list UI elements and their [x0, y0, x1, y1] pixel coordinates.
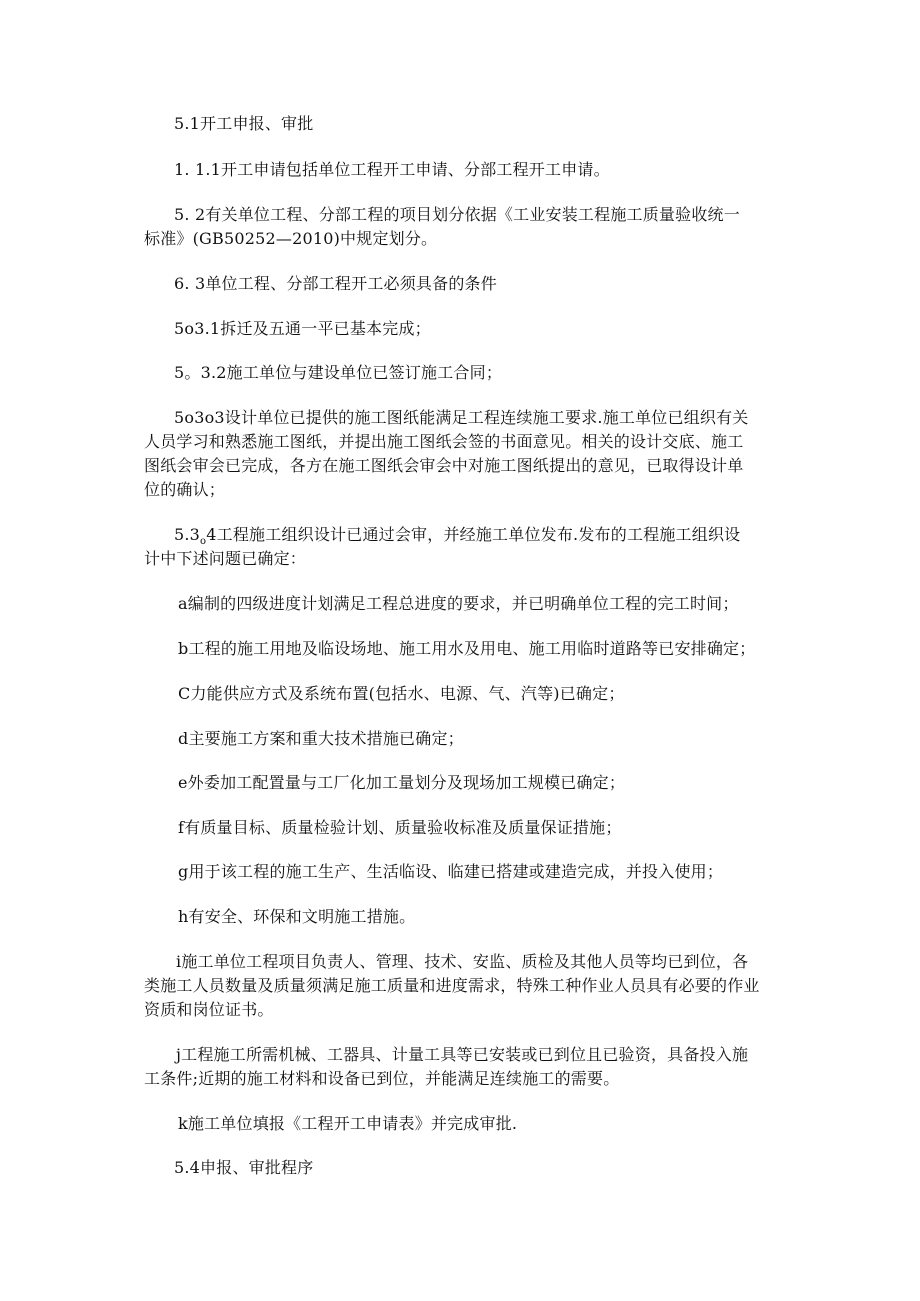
list-item-a: a编制的四级进度计划满足工程总进度的要求，并已明确单位工程的完工时间；: [178, 594, 739, 613]
paragraph-6-3: 6. 3单位工程、分部工程开工必须具备的条件: [174, 274, 497, 293]
list-item-b: b工程的施工用地及临设场地、施工用水及用电、施工用临时道路等已安排确定；: [178, 639, 756, 658]
subscript-mark: o: [200, 536, 207, 548]
paragraph-5-3-1: 5o3.1拆迁及五通一平已基本完成；: [174, 319, 431, 338]
paragraph-line: 工条件;近期的施工材料和设备已到位，并能满足连续施工的需要。: [144, 1069, 620, 1088]
paragraph-line: 资质和岗位证书。: [144, 1000, 274, 1019]
paragraph-line: 类施工人员数量及质量须满足施工质量和进度需求，特殊工种作业人员具有必要的作业: [144, 976, 760, 995]
list-item-e: e外委加工配置量与工厂化加工量划分及现场加工规模已确定；: [178, 773, 626, 792]
paragraph-line: 图纸会审会已完成，各方在施工图纸会审会中对施工图纸提出的意见，已取得设计单: [144, 456, 744, 475]
section-number: 5.3: [174, 525, 201, 544]
paragraph-5-3-2: 5。3.2施工单位与建设单位已签订施工合同；: [174, 363, 503, 382]
list-item-h: h有安全、环保和文明施工措施。: [178, 907, 416, 926]
paragraph-line: 标准》(GB50252—2010)中规定划分。: [144, 229, 438, 248]
paragraph-line: j工程施工所需机械、工器具、计量工具等已安装或已到位且已验资，具备投入施: [176, 1045, 749, 1064]
paragraph-1-1-1: 1. 1.1开工申请包括单位工程开工申请、分部工程开工申请。: [174, 160, 610, 179]
list-item-g: g用于该工程的施工生产、生活临设、临建已搭建或建造完成，并投入使用；: [178, 862, 724, 881]
paragraph-line: 5o3o3设计单位已提供的施工图纸能满足工程连续施工要求.施工单位已组织有关: [174, 408, 749, 427]
paragraph-line: 5. 2有关单位工程、分部工程的项目划分依据《工业安装工程施工质量验收统一: [174, 205, 740, 224]
section-heading-5-1: 5.1开工申报、审批: [174, 114, 314, 133]
list-item-d: d主要施工方案和重大技术措施已确定；: [178, 729, 464, 748]
paragraph-line: i施工单位工程项目负责人、管理、技术、安监、质检及其他人员等均已到位，各: [176, 952, 749, 971]
list-item-f: f有质量目标、质量检验计划、质量验收标准及质量保证措施；: [178, 818, 622, 837]
paragraph-line: 计中下述问题已确定：: [144, 549, 307, 568]
list-item-c: C力能供应方式及系统布置(包括水、电源、气、汽等)已确定；: [178, 684, 625, 703]
paragraph-line: 位的确认；: [144, 480, 226, 499]
paragraph-line: 人员学习和熟悉施工图纸，并提出施工图纸会签的书面意见。相关的设计交底、施工: [144, 432, 744, 451]
paragraph-text: 4工程施工组织设计已通过会审，并经施工单位发布.发布的工程施工组织设: [206, 525, 741, 544]
list-item-k: k施工单位填报《工程开工申请表》并完成审批.: [178, 1114, 518, 1133]
section-heading-5-4: 5.4申报、审批程序: [174, 1158, 314, 1177]
